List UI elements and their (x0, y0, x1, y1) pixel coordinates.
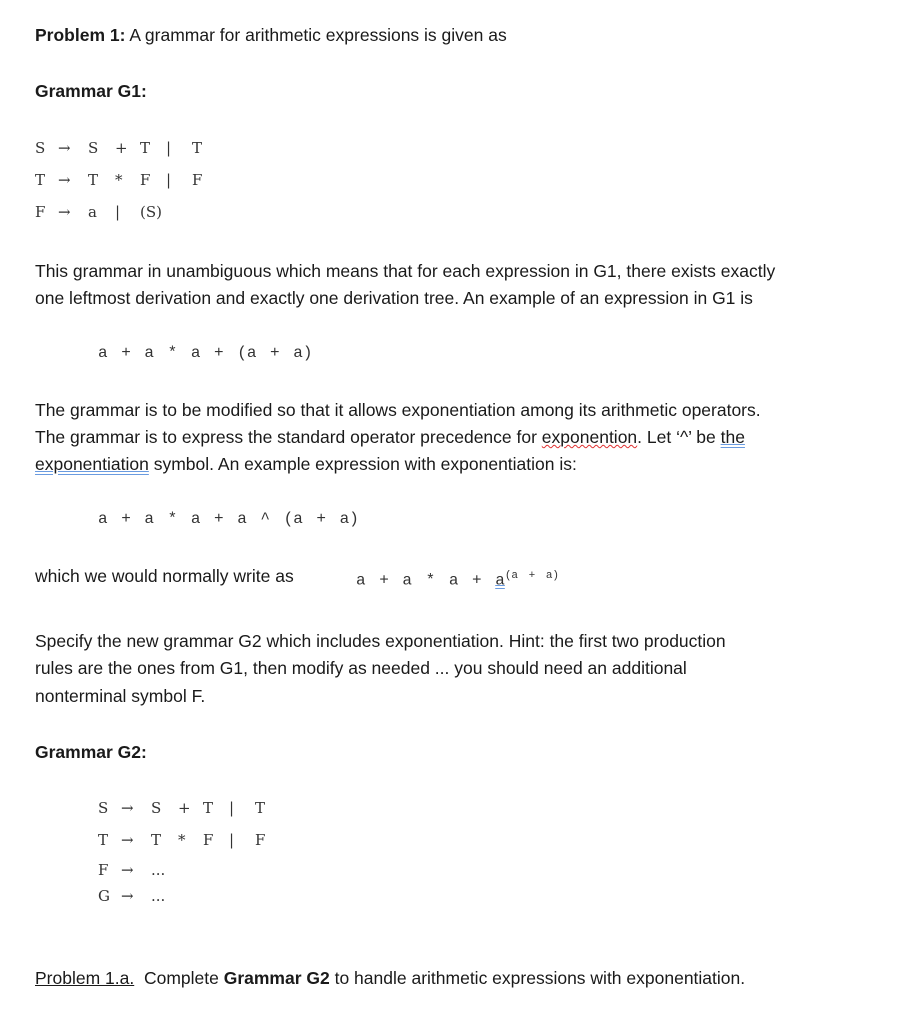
para3-line3: nonterminal symbol F. (35, 686, 206, 706)
symbol: | (229, 831, 235, 849)
symbol: S (98, 799, 109, 817)
example-expression-2: a + a * a + a ^ (a + a) (98, 510, 359, 528)
bold-text: Grammar G2 (223, 968, 330, 988)
symbol: * (178, 831, 186, 849)
symbol: T (88, 171, 99, 189)
symbol: F (98, 861, 109, 879)
grammar-flag-word: the (720, 427, 745, 447)
problem-heading (35, 24, 507, 46)
para3-line2: rules are the ones from G1, then modify as needed ... you should need an additional (35, 658, 687, 678)
symbol: (S) (140, 203, 162, 221)
problem-label: Problem 1: (35, 25, 126, 45)
symbol: + (178, 799, 191, 817)
symbol: → (58, 139, 71, 157)
symbol: ... (151, 887, 166, 905)
symbol: F (192, 171, 203, 189)
task-line (35, 967, 745, 989)
symbol: | (229, 799, 235, 817)
exponent: (a + a) (504, 570, 560, 582)
superscript-expression (356, 565, 559, 591)
para2-line3 (35, 453, 577, 475)
symbol: → (121, 861, 134, 879)
para3-line1: Specify the new grammar G2 which includes exponentiation. Hint: the first two production (35, 631, 726, 651)
symbol: F (140, 171, 151, 189)
para1-line1: This grammar in unambiguous which means that for each expression in G1, there exists exactly (35, 261, 776, 281)
example-expression-1: a + a * a + (a + a) (98, 344, 313, 362)
text: Complete (134, 968, 224, 988)
symbol: T (140, 139, 151, 157)
symbol: T (35, 171, 46, 189)
symbol: S (35, 139, 46, 157)
symbol: F (203, 831, 214, 849)
symbol: S (88, 139, 99, 157)
symbol: T (255, 799, 266, 817)
symbol: → (58, 203, 71, 221)
text: symbol. An example expression with exponentiation is: (148, 454, 577, 474)
symbol: * (115, 171, 123, 189)
text: a + a * a + (356, 571, 496, 590)
g1-title: Grammar G1: (35, 81, 147, 101)
para2-line2 (35, 426, 745, 448)
symbol: T (98, 831, 109, 849)
para2-line1: The grammar is to be modified so that it allows exponentiation among its arithmetic operators. (35, 400, 761, 420)
symbol: a (88, 203, 97, 221)
symbol: T (151, 831, 162, 849)
task-label: Problem 1.a. (35, 968, 135, 988)
symbol: | (166, 171, 172, 189)
symbol: → (121, 831, 134, 849)
problem-intro: A grammar for arithmetic expressions is given as (129, 25, 507, 45)
symbol: → (121, 799, 134, 817)
symbol: ... (151, 861, 166, 879)
symbol: T (203, 799, 214, 817)
base: a (495, 571, 505, 590)
symbol: → (58, 171, 71, 189)
grammar-flag-word: exponentiation (35, 454, 149, 474)
misspelled-word: exponention (541, 427, 638, 447)
symbol: F (255, 831, 266, 849)
symbol: → (121, 887, 134, 905)
symbol: | (166, 139, 172, 157)
symbol: | (115, 203, 121, 221)
text: The grammar is to express the standard operator precedence for (35, 427, 542, 447)
symbol: G (98, 887, 110, 905)
symbol: F (35, 203, 46, 221)
symbol: T (192, 139, 203, 157)
symbol: S (151, 799, 162, 817)
para1-line2: one leftmost derivation and exactly one derivation tree. An example of an expression in G1 is (35, 288, 753, 308)
text: which we would normally write as (35, 566, 294, 586)
which-line (35, 565, 294, 587)
text: . Let ‘^’ be (637, 427, 721, 447)
g2-title: Grammar G2: (35, 742, 147, 762)
symbol: + (115, 139, 128, 157)
text: to handle arithmetic expressions with exponentiation. (329, 968, 746, 988)
